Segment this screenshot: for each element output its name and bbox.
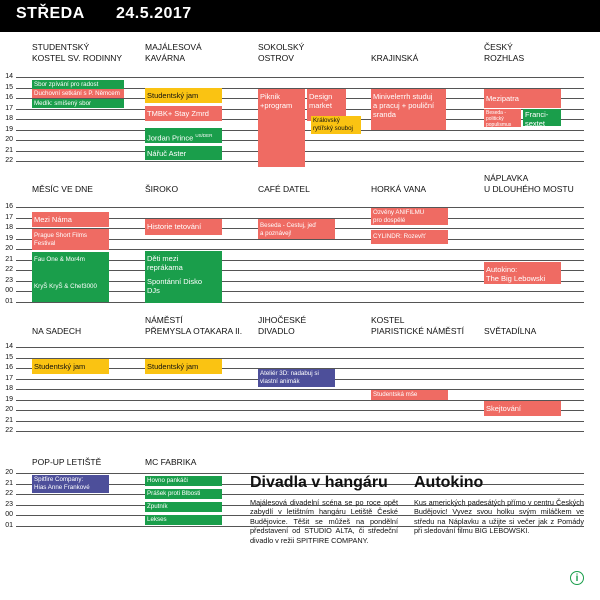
venue-sokolsky-ostrov: SOKOLSKÝ OSTROV — [258, 42, 305, 63]
event-title: Jordan Prince — [147, 133, 194, 143]
event-block[interactable]: Beseda - politický populismus — [484, 109, 521, 127]
hour-label: 22 — [5, 490, 13, 497]
event-block[interactable]: Autokino: The Big Lebowski — [484, 262, 561, 284]
venue-jihoceske-divadlo: JIHOČESKÉ DIVADLO — [258, 315, 307, 336]
hour-label: 17 — [5, 213, 13, 221]
event-block[interactable]: Nářuč Aster — [145, 146, 222, 160]
event-block[interactable]: Franci- sextet — [523, 109, 561, 126]
event-block[interactable]: Mezi Námа — [32, 212, 109, 227]
info-autokino-title: Autokino — [414, 474, 484, 491]
hour-label: 20 — [5, 245, 13, 252]
event-block[interactable]: Fau One & Mor4m — [32, 252, 109, 272]
hour-line — [16, 77, 584, 78]
hour-line — [16, 207, 584, 208]
hour-label: 17 — [5, 104, 13, 112]
venue-mc-fabrika: MC FABRIKA — [145, 457, 197, 467]
event-block[interactable]: Minivelетrh studuj a pracuj + pouliční sranda — [371, 89, 446, 130]
hour-label: 15 — [5, 83, 13, 91]
event-block[interactable]: Design market — [307, 89, 346, 121]
event-block[interactable]: Studentský jam — [32, 359, 109, 374]
event-block[interactable]: Lekses — [145, 515, 222, 525]
hour-label: 19 — [5, 234, 13, 242]
hour-label: 16 — [5, 203, 13, 210]
hour-label: 20 — [5, 406, 13, 413]
info-icon[interactable]: i — [570, 571, 584, 585]
event-block[interactable]: Hovno pankáči — [145, 476, 222, 486]
info-autokino-text: Kus amerických padesátých přímo v centru Českých Budějovic! Vyvez svou holku svým miláčkem ve středu na Náplavku a užijte si večer jak z Pomády při sledování filmu BIG LEBOWSKI. — [414, 498, 584, 536]
hour-label: 21 — [5, 255, 13, 263]
hour-label: 18 — [5, 115, 13, 122]
venue-svetadilna: SVĚTADÍLNA — [484, 326, 537, 336]
hour-label: 14 — [5, 73, 13, 80]
venue-siroko: ŠIROKO — [145, 184, 179, 194]
event-block[interactable]: KryŠ KryŠ & Chef3000 — [32, 272, 109, 302]
event-block[interactable]: Prášek proti Blbosti — [145, 489, 222, 499]
hour-label: 22 — [5, 266, 13, 273]
venue-krajinska: KRAJINSKÁ — [371, 53, 419, 63]
hour-label: 18 — [5, 224, 13, 231]
event-block[interactable] — [145, 128, 222, 143]
event-block[interactable]: Ozvěny ANIFILMU pro dospělé — [371, 208, 448, 225]
event-block[interactable]: Beseda - Cestuj, jeď a poznávej! — [258, 219, 335, 239]
event-block[interactable]: Zputník — [145, 502, 222, 512]
date-title: 24.5.2017 — [116, 5, 192, 22]
event-block[interactable]: TMBK+ Stay Zmrd — [145, 106, 222, 121]
hour-label: 00 — [5, 511, 13, 518]
hour-label: 15 — [5, 353, 13, 361]
venue-na-sadech: NA SADECH — [32, 326, 82, 336]
hour-label: 22 — [5, 427, 13, 434]
hour-label: 19 — [5, 125, 13, 133]
hour-label: 18 — [5, 385, 13, 392]
hour-label: 22 — [5, 157, 13, 164]
event-block[interactable]: Spontánní Disko DJs — [145, 274, 222, 303]
hour-line — [16, 389, 584, 390]
venue-cafe-datel: CAFÉ DATEL — [258, 184, 310, 194]
info-divadla-title: Divadla v hangáru — [250, 474, 388, 491]
event-block[interactable]: Duchovní setkání s P. Němcem — [32, 89, 124, 98]
venue-popup-letiste: POP-UP LETIŠTĚ — [32, 457, 102, 467]
hour-label: 20 — [5, 136, 13, 143]
event-block[interactable]: Královský rytířský souboj — [311, 116, 361, 134]
hour-label: 16 — [5, 94, 13, 101]
venue-horka-vana: HORKÁ VANA — [371, 184, 427, 194]
event-block[interactable]: Medík: smíšený sbor — [32, 99, 124, 108]
hour-line — [16, 431, 584, 432]
hour-line — [16, 347, 584, 348]
event-block[interactable]: Mezipatra — [484, 89, 561, 108]
hour-label: 17 — [5, 374, 13, 382]
event-block[interactable]: Sbor zpívání pro radost — [32, 80, 124, 89]
hour-label: 16 — [5, 364, 13, 371]
event-block[interactable]: Studentský jam — [145, 88, 222, 103]
event-block[interactable]: Historie tetování — [145, 219, 222, 235]
venue-cesky-rozhlas: ČESKÝ ROZHLAS — [484, 42, 525, 63]
event-block[interactable]: Ateliér 3D: nadabuj si vlastní animák — [258, 369, 335, 387]
hour-label: 00 — [5, 287, 13, 294]
info-divadla-text: Majálesová divadelní scéna se po roce opět zabydlí v letištním hangáru Letiště České Budějovice. Těšit se můžeš na pondělní představení od STUDIO ALTA, či středeční divadlo v režii SPITFIRE COMPANY. — [250, 498, 398, 545]
venue-majalesova-kavarna: MAJÁLESOVÁ KAVÁRNA — [145, 42, 202, 63]
hour-label: 14 — [5, 343, 13, 350]
venue-studentsky-kostel: STUDENTSKÝ KOSTEL SV. RODINNY — [32, 42, 123, 63]
venue-kostel-piaristicke: KOSTEL PIARISTICKÉ NÁMĚSTÍ — [371, 315, 465, 336]
hour-label: 21 — [5, 416, 13, 424]
event-block[interactable]: CYLINDR: Rozevřť — [371, 230, 448, 244]
event-block[interactable]: Skejtování — [484, 401, 561, 416]
hour-label: 21 — [5, 146, 13, 154]
day-title: STŘEDA — [16, 5, 85, 22]
hour-line — [16, 421, 584, 422]
hour-label: 23 — [5, 276, 13, 284]
event-block[interactable]: Studentská mše — [371, 390, 448, 400]
event-origin: US/DER — [195, 133, 213, 138]
hour-label: 23 — [5, 500, 13, 508]
hour-label: 20 — [5, 469, 13, 476]
hour-label: 19 — [5, 395, 13, 403]
event-block[interactable]: Prague Short Films Festival — [32, 229, 109, 250]
hour-label: 01 — [5, 297, 13, 305]
event-block[interactable]: Studentský jam — [145, 359, 222, 374]
hour-label: 01 — [5, 521, 13, 529]
hour-line — [16, 494, 584, 495]
event-block[interactable]: Děti mezi reprákama — [145, 251, 222, 274]
hour-label: 21 — [5, 479, 13, 487]
venue-naplavka: NÁPLAVKA U DLOUHÉHO MOSTU — [484, 173, 574, 194]
venue-namesti-premysla: NÁMĚSTÍ PŘEMYSLA OTAKARA II. — [145, 315, 243, 336]
venue-mesic-ve-dne: MĚSÍC VE DNE — [32, 184, 93, 194]
event-block[interactable]: Spitfire Company: Hias Anne Frankové — [32, 475, 109, 493]
header-bar — [0, 0, 600, 32]
event-block[interactable]: Piknik +program — [258, 89, 305, 167]
